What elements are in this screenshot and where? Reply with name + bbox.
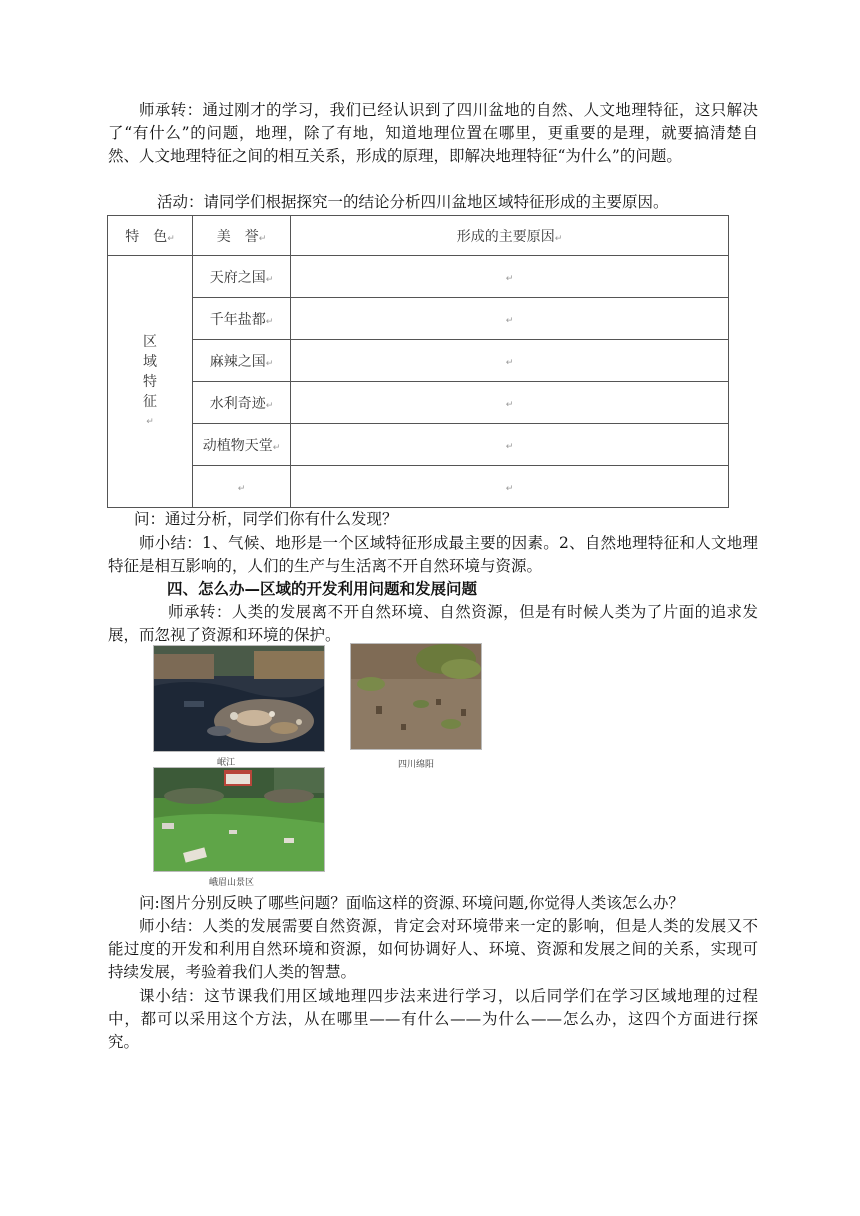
reason-cell: ↵ bbox=[291, 382, 729, 424]
table-row bbox=[108, 424, 729, 466]
reason-cell: ↵ bbox=[291, 340, 729, 382]
reputation-cell: 动植物天堂↵ bbox=[193, 424, 291, 466]
littered-lawn-image bbox=[154, 768, 324, 871]
reputation-cell: 水利奇迹↵ bbox=[193, 382, 291, 424]
header-reputation: 美 誉↵ bbox=[193, 216, 291, 256]
header-reason: 形成的主要原因↵ bbox=[291, 216, 729, 256]
table-row bbox=[108, 466, 729, 508]
paragraph-transition-1: 师承转：通过刚才的学习，我们已经认识到了四川盆地的自然、人文地理特征，这只解决了“有什么”的问题，地理，除了有地，知道地理位置在哪里，更重要的是理，就要搞清楚自然、人文地理特征之间的相互关系，形成的原理，即解决地理特征“为什么”的问题。 bbox=[108, 101, 758, 165]
caption-mianyang: 四川绵阳 bbox=[398, 760, 435, 770]
photo-mianyang bbox=[350, 643, 482, 750]
reason-cell: ↵ bbox=[291, 466, 729, 508]
table-row bbox=[108, 298, 729, 340]
question-2: 问:图片分别反映了哪些问题？面临这样的资源､环境问题,你觉得人类该怎么办？ bbox=[139, 894, 684, 912]
deforested-land-image bbox=[351, 644, 481, 749]
table-row bbox=[108, 340, 729, 382]
table-row bbox=[108, 256, 729, 298]
question-1: 问：通过分析，同学们你有什么发现？ bbox=[134, 510, 398, 528]
photo-minjiang bbox=[153, 645, 325, 752]
table-row bbox=[108, 382, 729, 424]
reason-cell: ↵ bbox=[291, 256, 729, 298]
photo-emeishan bbox=[153, 767, 325, 872]
feature-label-cell: 区 域 特 征 ↵ bbox=[108, 256, 193, 508]
reason-cell: ↵ bbox=[291, 424, 729, 466]
reason-cell: ↵ bbox=[291, 298, 729, 340]
reputation-cell: 麻辣之国↵ bbox=[193, 340, 291, 382]
polluted-river-image bbox=[154, 646, 324, 751]
table-header-row bbox=[108, 216, 729, 256]
summary-1: 师小结：1、气候、地形是一个区域特征形成最主要的因素。2、自然地理特征和人文地理特征是相互影响的，人们的生产与生活离不开自然环境与资源。 bbox=[108, 534, 758, 575]
feature-table bbox=[107, 215, 729, 508]
reputation-cell: 天府之国↵ bbox=[193, 256, 291, 298]
summary-2: 师小结：人类的发展需要自然资源，肯定会对环境带来一定的影响，但是人类的发展又不能过度的开发和利用自然环境和资源，如何协调好人、环境、资源和发展之间的关系，实现可持续发展，考验着我们人类的智慧。 bbox=[108, 917, 758, 981]
caption-emeishan: 峨眉山景区 bbox=[209, 878, 255, 888]
header-feature: 特 色↵ bbox=[108, 216, 193, 256]
paragraph-transition-2: 师承转：人类的发展离不开自然环境、自然资源，但是有时候人类为了片面的追求发展，而忽视了资源和环境的保护。 bbox=[108, 603, 758, 644]
section-heading-4: 四、怎么办—区域的开发利用问题和发展问题 bbox=[167, 580, 478, 598]
reputation-cell: 千年盐都↵ bbox=[193, 298, 291, 340]
caption-minjiang: 岷江 bbox=[217, 758, 236, 768]
paragraph-activity: 活动：请同学们根据探究一的结论分析四川盆地区域特征形成的主要原因。 bbox=[157, 193, 669, 211]
reputation-cell: ↵ bbox=[193, 466, 291, 508]
summary-3: 课小结：这节课我们用区域地理四步法来进行学习，以后同学们在学习区域地理的过程中，都可以采用这个方法，从在哪里——有什么——为什么——怎么办，这四个方面进行探究。 bbox=[108, 987, 758, 1051]
